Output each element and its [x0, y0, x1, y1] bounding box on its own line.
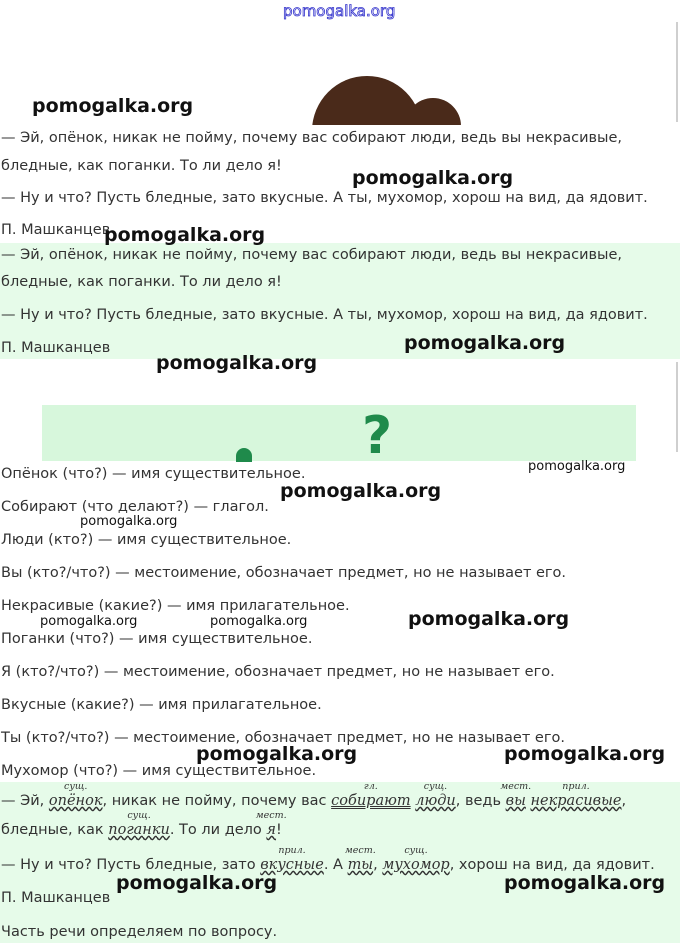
- watermark: pomogalka.org: [528, 459, 626, 474]
- marked-word: прил. некрасивые: [530, 781, 622, 809]
- poem-line-1: — Эй, опёнок, никак не пойму, почему вас собирают люди, ведь вы некрасивые,: [1, 130, 623, 146]
- poem-copy-author: П. Машканцев: [1, 340, 111, 356]
- watermark: pomogalka.org: [116, 872, 278, 894]
- watermark: pomogalka.org: [156, 352, 318, 374]
- marked-line-2: бледные, как сущ. поганки. То ли дело мест. я!: [1, 810, 287, 838]
- analysis-line: Я (кто?/что?) — местоимение, обозначает предмет, но не называет его.: [1, 664, 555, 680]
- top-watermark: pomogalka.org: [283, 2, 396, 20]
- poem-line-3: — Ну и что? Пусть бледные, зато вкусные. А ты, мухомор, хорош на вид, да ядовит.: [1, 190, 648, 206]
- illustration-dot: [236, 448, 252, 462]
- marked-author: П. Машканцев: [1, 890, 111, 906]
- conclusion: Часть речи определяем по вопросу.: [1, 924, 278, 940]
- marked-word: мест. ты: [344, 845, 376, 873]
- marked-line-1: — Эй, сущ. опёнок, никак не пойму, почему вас гл. собирают сущ. люди, ведь мест. вы прил. некрасивые,: [1, 781, 627, 809]
- poem-author: П. Машканцев: [1, 222, 111, 238]
- analysis-line: Некрасивые (какие?) — имя прилагательное.: [1, 598, 350, 614]
- marked-word: сущ. мухомор: [382, 845, 450, 873]
- scroll-divider: [676, 22, 678, 122]
- watermark: pomogalka.org: [80, 514, 178, 529]
- poem-line-2: бледные, как поганки. То ли дело я!: [1, 158, 282, 174]
- watermark: pomogalka.org: [352, 167, 514, 189]
- watermark: pomogalka.org: [504, 872, 666, 894]
- analysis-line: Вы (кто?/что?) — местоимение, обозначает предмет, но не называет его.: [1, 565, 567, 581]
- marked-word: гл. собирают: [331, 781, 411, 809]
- marked-line-3: — Ну и что? Пусть бледные, зато прил. вкусные. А мест. ты, сущ. мухомор, хорош на вид, да ядовит.: [1, 845, 655, 873]
- watermark: pomogalka.org: [408, 608, 570, 630]
- watermark: pomogalka.org: [104, 224, 266, 246]
- marked-word: сущ. поганки: [108, 810, 170, 838]
- analysis-line: Ты (кто?/что?) — местоимение, обозначает предмет, но не называет его.: [1, 730, 565, 746]
- marked-word: прил. вкусные: [260, 845, 324, 873]
- watermark: pomogalka.org: [504, 743, 666, 765]
- poem-copy-line-2: бледные, как поганки. То ли дело я!: [1, 274, 282, 290]
- watermark: pomogalka.org: [32, 95, 194, 117]
- analysis-line: Опёнок (что?) — имя существительное.: [1, 466, 306, 482]
- analysis-line: Люди (кто?) — имя существительное.: [1, 532, 292, 548]
- watermark: pomogalka.org: [404, 332, 566, 354]
- question-illustration: [42, 405, 636, 466]
- marked-word: мест. я: [255, 810, 287, 838]
- analysis-line: Собирают (что делают?) — глагол.: [1, 499, 269, 515]
- analysis-line: Мухомор (что?) — имя существительное.: [1, 763, 317, 779]
- marked-word: сущ. люди: [415, 781, 456, 809]
- analysis-line: Поганки (что?) — имя существительное.: [1, 631, 313, 647]
- watermark: pomogalka.org: [210, 614, 308, 629]
- poem-copy-line-1: — Эй, опёнок, никак не пойму, почему вас собирают люди, ведь вы некрасивые,: [1, 247, 623, 263]
- question-mark-icon: ?: [362, 406, 393, 466]
- watermark: pomogalka.org: [196, 743, 358, 765]
- poem-copy-line-3: — Ну и что? Пусть бледные, зато вкусные. А ты, мухомор, хорош на вид, да ядовит.: [1, 307, 648, 323]
- marked-word: сущ. опёнок: [48, 781, 103, 809]
- watermark: pomogalka.org: [40, 614, 138, 629]
- analysis-line: Вкусные (какие?) — имя прилагательное.: [1, 697, 322, 713]
- marked-word: мест. вы: [500, 781, 532, 809]
- watermark: pomogalka.org: [280, 480, 442, 502]
- scroll-divider-2: [676, 362, 678, 452]
